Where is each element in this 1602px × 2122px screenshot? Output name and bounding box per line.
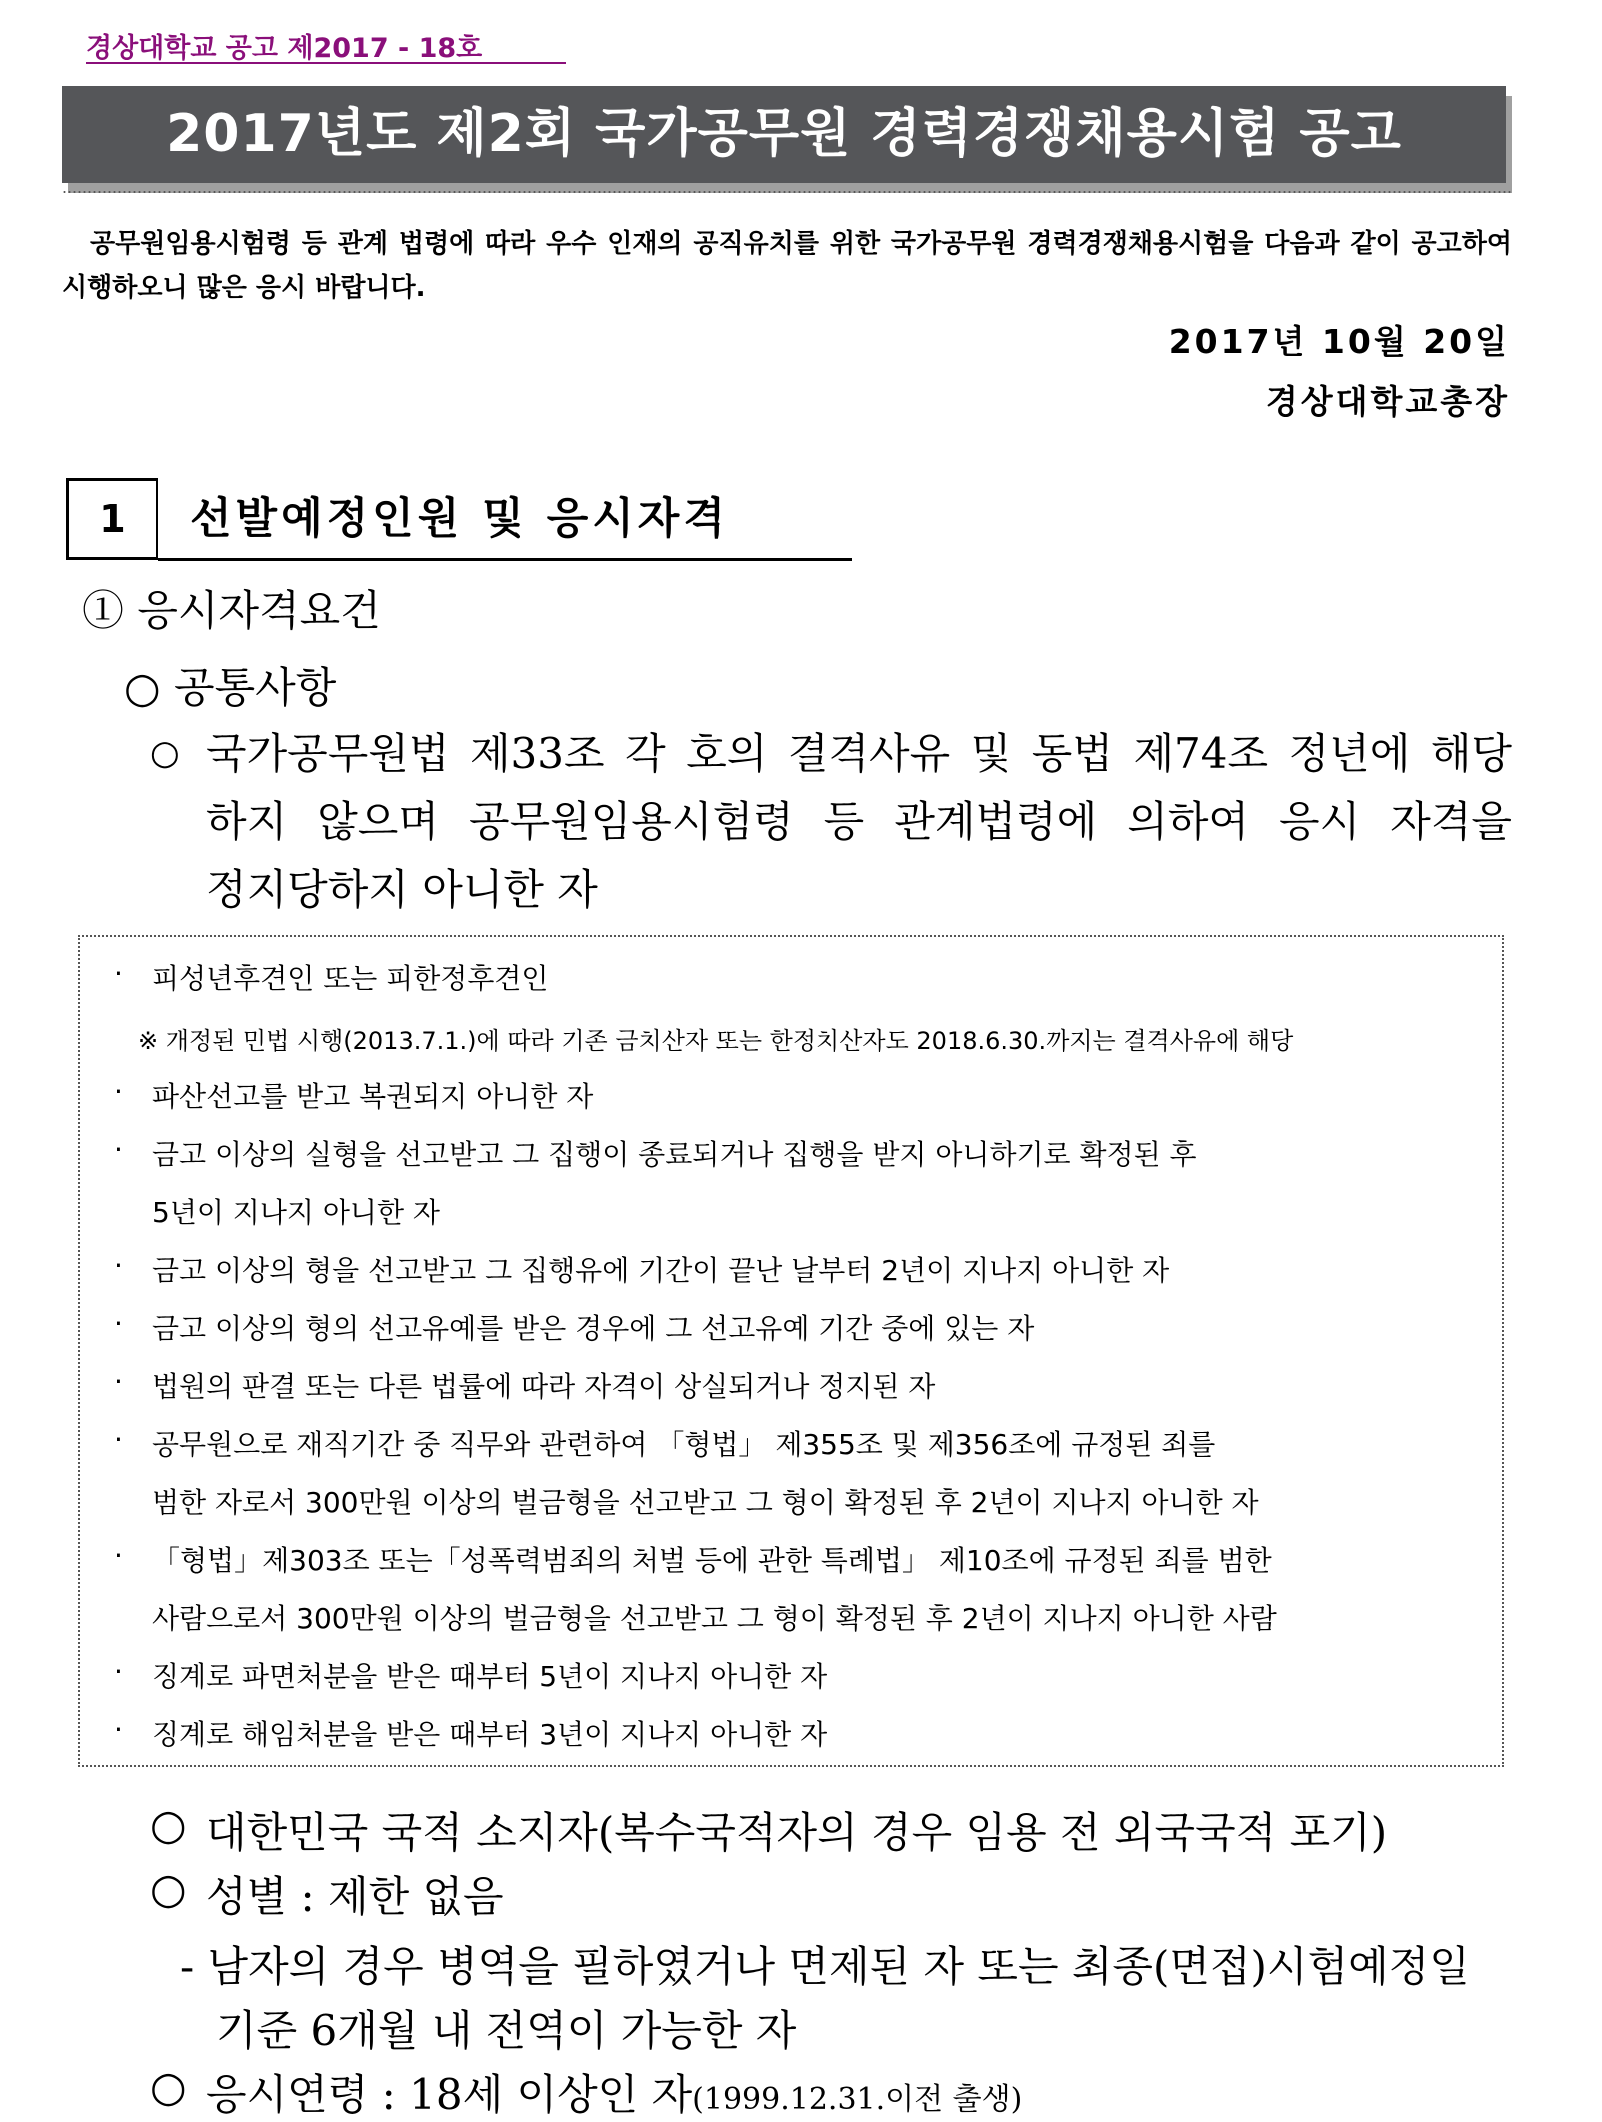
intro-paragraph: 공무원임용시험령 등 관계 법령에 따라 우수 인재의 공직유치를 위한 국가공무원 경력경쟁채용시험을 다음과 같이 공고하여 시행하오니 많은 응시 바랍니다. bbox=[62, 229, 1512, 303]
title-dotted-rule bbox=[62, 190, 1512, 194]
paragraph-line: 국가공무원법 제33조 각 호의 결격사유 및 동법 제74조 정년에 해당 bbox=[206, 729, 1512, 778]
issuer-name: 경상대학교총장 bbox=[1265, 382, 1510, 421]
bullet-dot: · bbox=[114, 1423, 123, 1456]
paragraph-bullet: ○ bbox=[150, 733, 180, 773]
bullet-dot: · bbox=[114, 1307, 123, 1340]
list-item-text: 금고 이상의 실형을 선고받고 그 집행이 종료되거나 집행을 받지 아니하기로 확정된 후 bbox=[152, 1138, 1197, 1171]
section-number-box: 1 bbox=[66, 478, 158, 560]
list-item-text: 5년이 지나지 아니한 자 bbox=[152, 1196, 440, 1229]
common-items-heading: ○ 공통사항 bbox=[124, 663, 337, 712]
list-item-text: 파산선고를 받고 복권되지 아니한 자 bbox=[152, 1080, 594, 1113]
bullet-dot: · bbox=[114, 1133, 123, 1166]
eligibility-paragraph bbox=[206, 720, 1512, 924]
nationality-bullet: ○ bbox=[150, 1800, 187, 1849]
list-item-text: 「형법」제303조 또는「성폭력범죄의 처벌 등에 관한 특례법」 제10조에 규정된 죄를 범한 bbox=[152, 1544, 1272, 1577]
military-requirement-line-1: - 남자의 경우 병역을 필하였거나 면제된 자 또는 최종(면접)시험예정일 bbox=[180, 1942, 1470, 1991]
notice-number: 경상대학교 공고 제2017 - 18호 bbox=[86, 33, 483, 64]
notice-number-underline bbox=[86, 62, 566, 64]
list-item-text: 금고 이상의 형을 선고받고 그 집행유에 기간이 끝난 날부터 2년이 지나지 아니한 자 bbox=[152, 1254, 1170, 1287]
disqualification-box bbox=[78, 935, 1504, 1767]
announcement-date: 2017년 10월 20일 bbox=[1168, 322, 1510, 361]
age-requirement-main: 응시연령 : 18세 이상인 자 bbox=[206, 2070, 693, 2119]
list-item-text: 피성년후견인 또는 피한정후견인 bbox=[152, 962, 549, 995]
list-item-text: 징계로 파면처분을 받은 때부터 5년이 지나지 아니한 자 bbox=[152, 1660, 828, 1693]
list-item-text: 사람으로서 300만원 이상의 벌금형을 선고받고 그 형이 확정된 후 2년이 지나지 아니한 사람 bbox=[152, 1602, 1277, 1635]
page-title: 2017년도 제2회 국가공무원 경력경쟁채용시험 공고 bbox=[166, 104, 1402, 164]
military-requirement-line-2: 기준 6개월 내 전역이 가능한 자 bbox=[216, 2006, 797, 2055]
bullet-dot: · bbox=[114, 1075, 123, 1108]
list-item-text: 법원의 판결 또는 다른 법률에 따라 자격이 상실되거나 정지된 자 bbox=[152, 1370, 936, 1403]
list-item-text: 징계로 해임처분을 받은 때부터 3년이 지나지 아니한 자 bbox=[152, 1718, 828, 1751]
bullet-dot: · bbox=[114, 1365, 123, 1398]
list-item-text: 범한 자로서 300만원 이상의 벌금형을 선고받고 그 형이 확정된 후 2년이 지나지 아니한 자 bbox=[152, 1486, 1259, 1519]
nationality-requirement: 대한민국 국적 소지자(복수국적자의 경우 임용 전 외국국적 포기) bbox=[206, 1808, 1388, 1857]
list-item-text: 공무원으로 재직기간 중 직무와 관련하여 「형법」 제355조 및 제356조에 규정된 죄를 bbox=[152, 1428, 1216, 1461]
age-requirement-birthdate: (1999.12.31.이전 출생) bbox=[692, 2082, 1023, 2117]
gender-bullet: ○ bbox=[150, 1864, 187, 1913]
gender-requirement: 성별 : 제한 없음 bbox=[206, 1872, 504, 1921]
age-bullet: ○ bbox=[150, 2062, 187, 2111]
qualification-subheading: ① 응시자격요건 bbox=[82, 586, 381, 635]
bullet-dot: · bbox=[114, 957, 123, 990]
bullet-dot: · bbox=[114, 1655, 123, 1688]
bullet-dot: · bbox=[114, 1713, 123, 1746]
section-title-underline bbox=[158, 558, 852, 561]
paragraph-line: 하지 않으며 공무원임용시험령 등 관계법령에 의하여 응시 자격을 bbox=[206, 797, 1512, 846]
list-item-text: 금고 이상의 형의 선고유예를 받은 경우에 그 선고유예 기간 중에 있는 자 bbox=[152, 1312, 1035, 1345]
amendment-note: ※ 개정된 민법 시행(2013.7.1.)에 따라 기존 금치산자 또는 한정치산자도 2018.6.30.까지는 결격사유에 해당 bbox=[138, 1027, 1294, 1055]
paragraph-line: 정지당하지 아니한 자 bbox=[206, 865, 598, 914]
section-title: 선발예정인원 및 응시자격 bbox=[190, 494, 729, 544]
bullet-dot: · bbox=[114, 1249, 123, 1282]
bullet-dot: · bbox=[114, 1539, 123, 1572]
age-requirement bbox=[206, 2062, 1022, 2122]
